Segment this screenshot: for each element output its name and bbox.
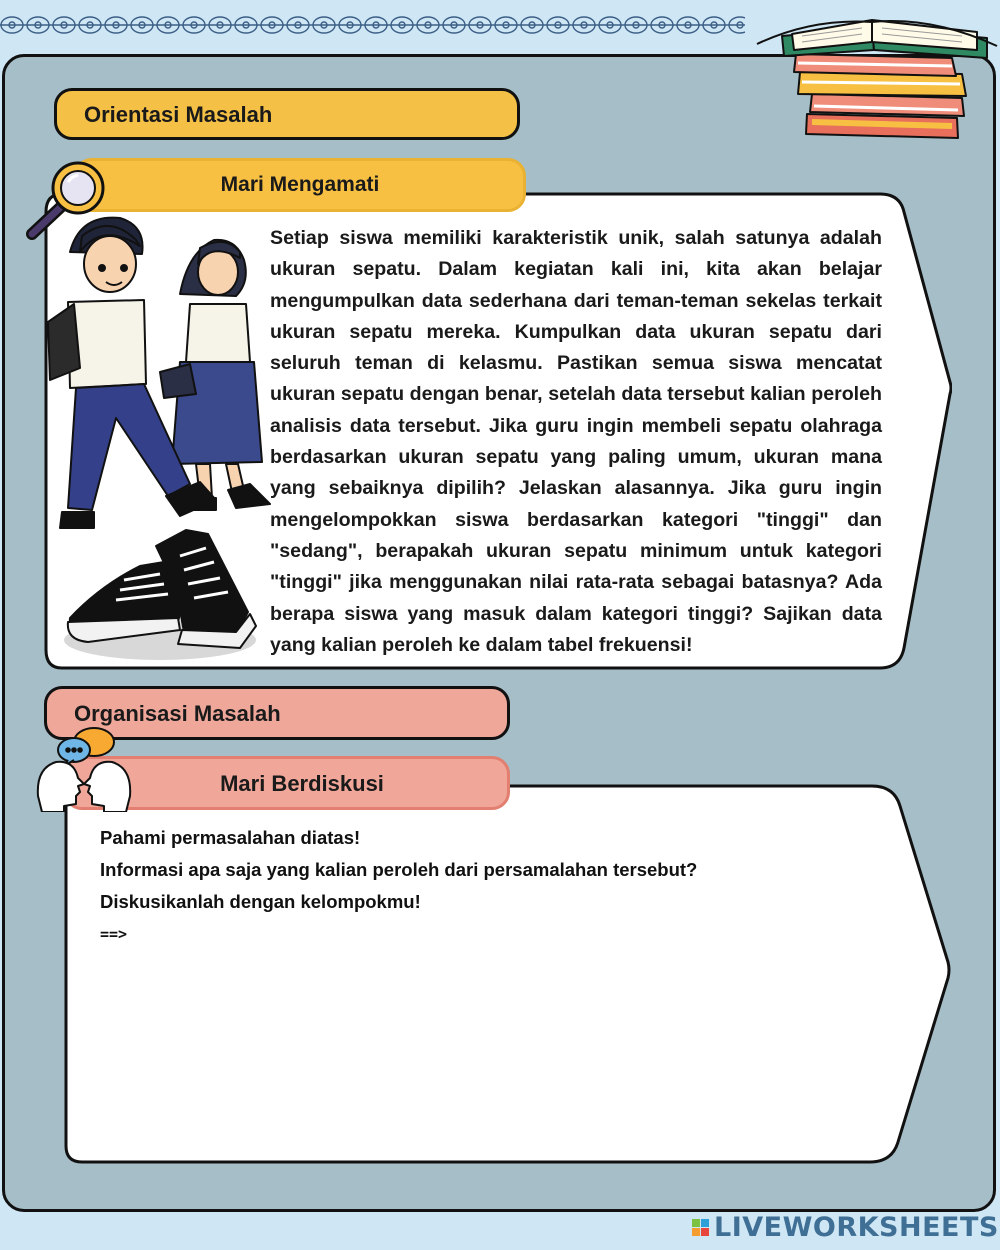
brand-name: LIVEWORKSHEETS	[714, 1211, 999, 1243]
books-illustration	[752, 6, 1000, 146]
discussion-instructions	[100, 822, 860, 950]
discussion-heads-icon	[34, 726, 134, 812]
answer-prompt[interactable]: ==>	[100, 925, 128, 943]
liveworksheets-logo	[692, 1210, 999, 1244]
section-title-organisasi: Organisasi Masalah	[44, 686, 510, 740]
ornament-border	[0, 10, 745, 40]
students-illustration	[40, 212, 280, 542]
subsection-title-mengamati: Mari Mengamati	[74, 158, 526, 212]
subsection-title-berdiskusi: Mari Berdiskusi	[64, 756, 510, 810]
instruction-line: Pahami permasalahan diatas!	[100, 827, 361, 848]
section-title-orientasi: Orientasi Masalah	[54, 88, 520, 140]
observation-text: Setiap siswa memiliki karakteristik unik, salah satunya adalah ukuran sepatu. Dalam kegiatan kali ini, kita akan belajar mengumpulkan data sederhana dari teman-teman sekelas terkait ukuran sepatu mereka. Kumpulkan data ukuran sepatu dari seluruh teman di kelasmu. Pastikan semua siswa mencatat ukuran sepatu dengan benar, setelah data tersebut kalian peroleh analisis data tersebut. Jika guru ingin membeli sepatu olahraga berdasarkan ukuran sepatu yang paling umum, ukuran mana yang sebaiknya dipilih? Jelaskan alasannya. Jika guru ingin mengelompokkan siswa berdasarkan kategori "tinggi" dan "sedang", berapakah ukuran sepatu minimum untuk kategori "tinggi" jika menggunakan nilai rata-rata sebagai batasnya? Ada berapa siswa yang masuk dalam kategori tinggi? Sajikan data yang kalian peroleh ke dalam tabel frekuensi!	[270, 227, 882, 656]
brand-logo-icon	[692, 1219, 709, 1236]
instruction-line: Informasi apa saja yang kalian peroleh dari persamalahan tersebut?	[100, 859, 698, 880]
instruction-line: Diskusikanlah dengan kelompokmu!	[100, 891, 421, 912]
sneakers-illustration	[60, 526, 260, 662]
